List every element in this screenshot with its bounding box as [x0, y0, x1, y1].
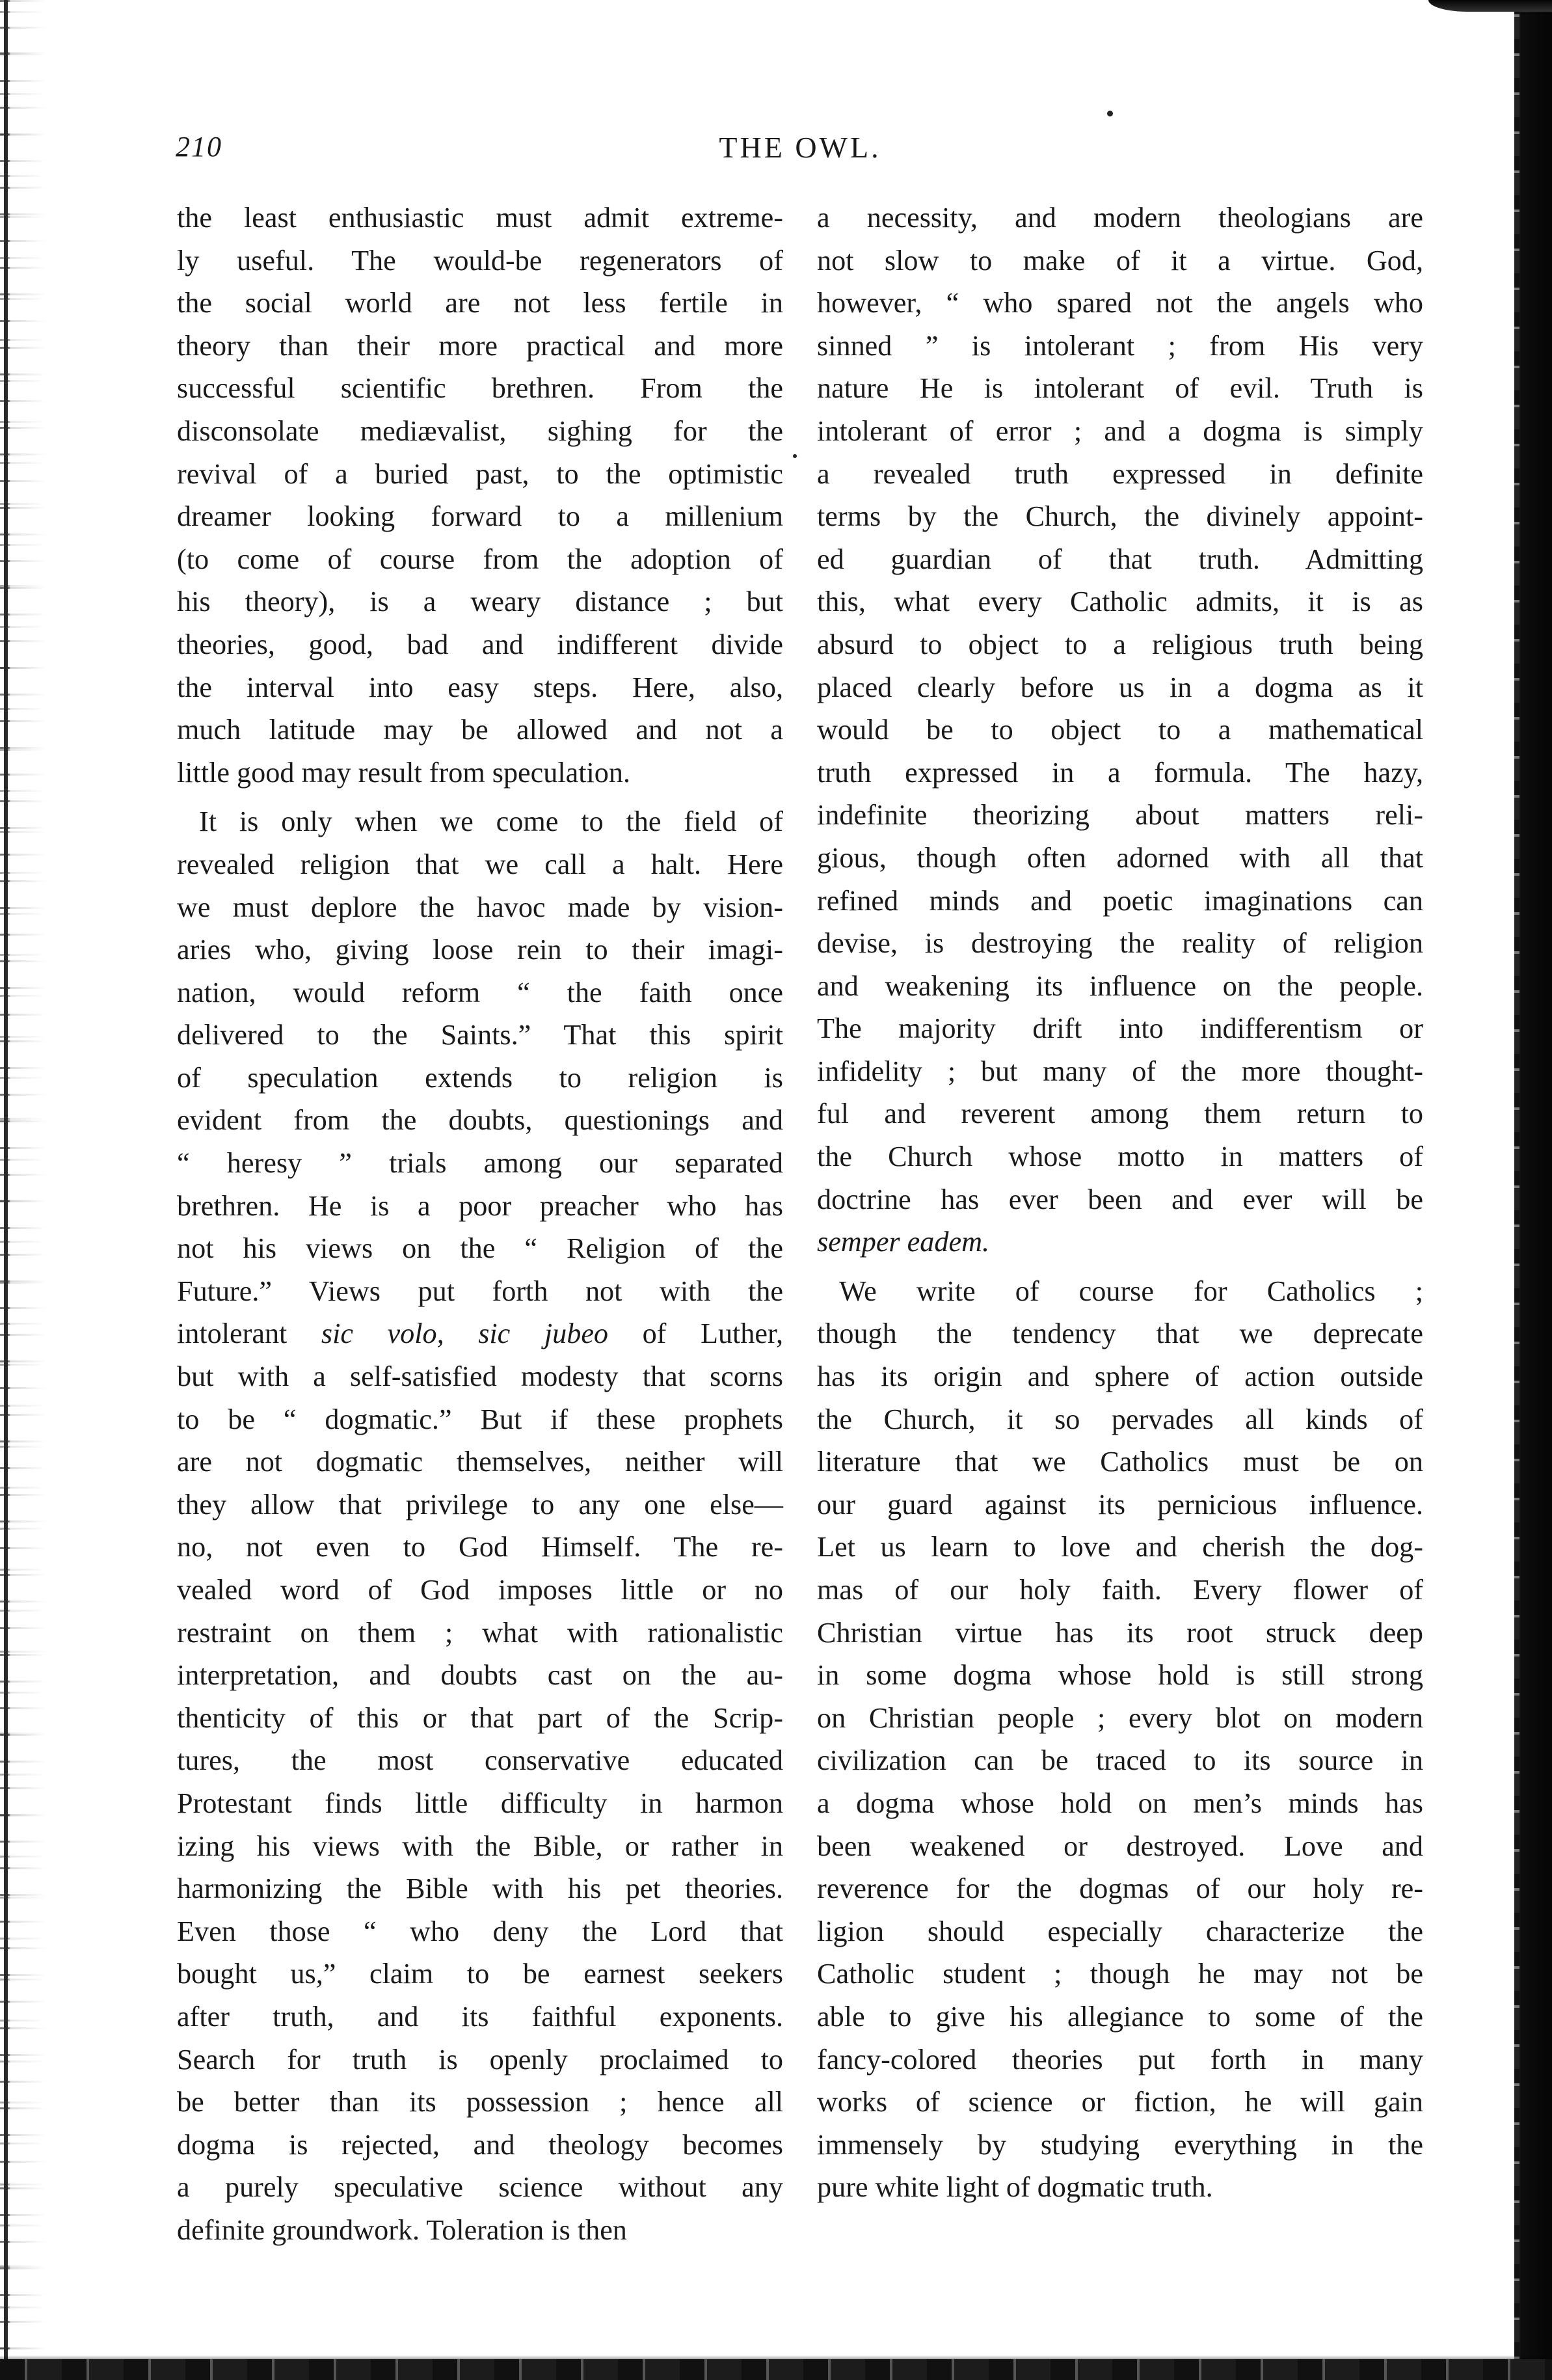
text-line: has its origin and sphere of action outside	[817, 1360, 1423, 1393]
text-line: much latitude may be allowed and not a	[177, 714, 783, 746]
text-line: however, “ who spared not the angels who	[817, 287, 1423, 319]
text-line: of speculation extends to religion is	[177, 1061, 783, 1094]
text-line: immensely by studying everything in the	[817, 2128, 1423, 2161]
text-line: to be “ dogmatic.” But if these prophets	[177, 1403, 783, 1435]
text-line: delivered to the Saints.” That this spirit	[177, 1019, 783, 1051]
text-line: revealed religion that we call a halt. Here	[177, 848, 783, 880]
text-run: intolerant	[177, 1318, 321, 1350]
text-line: nature He is intolerant of evil. Truth is	[817, 372, 1423, 405]
right-text-column	[817, 196, 1423, 2209]
text-line: would be to object to a mathematical	[817, 714, 1423, 746]
bottom-scan-edge	[0, 2359, 1552, 2380]
text-line: this, what every Catholic admits, it is as	[817, 586, 1423, 618]
text-line: ly useful. The would-be regenerators of	[177, 244, 783, 277]
text-line: mas of our holy faith. Every flower of	[817, 1574, 1423, 1606]
paragraph	[177, 196, 783, 794]
text-line: doctrine has ever been and ever will be	[817, 1183, 1423, 1215]
text-line: terms by the Church, the divinely appoint-	[817, 500, 1423, 533]
text-line: It is only when we come to the field of	[199, 805, 783, 838]
text-line: not slow to make of it a virtue. God,	[817, 244, 1423, 277]
text-line: indefinite theorizing about matters reli-	[817, 799, 1423, 832]
text-line: thenticity of this or that part of the Scrip-	[177, 1701, 783, 1734]
text-line: ful and reverent among them return to	[817, 1098, 1423, 1130]
text-line: intolerant of error ; and a dogma is simply	[817, 414, 1423, 447]
text-line: after truth, and its faithful exponents.	[177, 2000, 783, 2033]
text-line: able to give his allegiance to some of the	[817, 2000, 1423, 2033]
text-line: We write of course for Catholics ;	[839, 1275, 1423, 1307]
text-line: absurd to object to a religious truth being	[817, 628, 1423, 660]
paragraph-gap	[817, 1264, 1423, 1270]
text-line: not his views on the “ Religion of the	[177, 1232, 783, 1265]
text-line: bought us,” claim to be earnest seekers	[177, 1958, 783, 1990]
text-line: ligion should especially characterize the	[817, 1915, 1423, 1947]
text-line: truth expressed in a formula. The hazy,	[817, 756, 1423, 789]
text-line: gious, though often adorned with all that	[817, 841, 1423, 874]
text-line: works of science or fiction, he will gain	[817, 2086, 1423, 2118]
text-line: refined minds and poetic imaginations can	[817, 884, 1423, 917]
text-line: on Christian people ; every blot on modern	[817, 1701, 1423, 1734]
right-binding-highlight	[1514, 0, 1519, 2380]
text-line: vealed word of God imposes little or no	[177, 1574, 783, 1606]
text-line: interpretation, and doubts cast on the au-	[177, 1659, 783, 1692]
text-line: ed guardian of that truth. Admitting	[817, 543, 1423, 575]
page-number: 210	[176, 131, 222, 163]
text-line: are not dogmatic themselves, neither will	[177, 1446, 783, 1478]
text-line: devise, is destroying the reality of religion	[817, 927, 1423, 960]
text-line: and weakening its influence on the people.	[817, 969, 1423, 1002]
text-line: the least enthusiastic must admit extreme-	[177, 202, 783, 234]
text-line: theory than their more practical and more	[177, 329, 783, 362]
text-line: the Church whose motto in matters of	[817, 1141, 1423, 1173]
text-line: Catholic student ; though he may not be	[817, 1958, 1423, 1990]
text-line: no, not even to God Himself. The re-	[177, 1531, 783, 1563]
text-line: the interval into easy steps. Here, also,	[177, 671, 783, 703]
text-line: Even those “ who deny the Lord that	[177, 1915, 783, 1947]
text-line: Future.” Views put forth not with the	[177, 1275, 783, 1307]
journal-title: THE OWL.	[719, 131, 881, 164]
text-line: sinned ” is intolerant ; from His very	[817, 329, 1423, 362]
text-line: the social world are not less fertile in	[177, 287, 783, 319]
text-line: literature that we Catholics must be on	[817, 1446, 1423, 1478]
text-line: but with a self-satisfied modesty that scorns	[177, 1360, 783, 1393]
text-line: harmonizing the Bible with his pet theories.	[177, 1873, 783, 1905]
text-line: in some dogma whose hold is still strong	[817, 1659, 1423, 1692]
text-line: dreamer looking forward to a millenium	[177, 500, 783, 533]
text-line: a revealed truth expressed in definite	[817, 457, 1423, 490]
text-line: tures, the most conservative educated	[177, 1744, 783, 1777]
text-line: evident from the doubts, questionings and	[177, 1104, 783, 1137]
text-line: infidelity ; but many of the more thought-	[817, 1055, 1423, 1087]
text-line: Protestant finds little difficulty in harmon	[177, 1787, 783, 1819]
text-line: be better than its possession ; hence all	[177, 2086, 783, 2118]
left-scan-rule	[4, 0, 8, 2380]
text-line: a necessity, and modern theologians are	[817, 202, 1423, 234]
text-line: a purely speculative science without any	[177, 2171, 783, 2204]
text-line: fancy-colored theories put forth in many	[817, 2043, 1423, 2076]
text-line: his theory), is a weary distance ; but	[177, 586, 783, 618]
text-line: Search for truth is openly proclaimed to	[177, 2043, 783, 2076]
text-line: pure white light of dogmatic truth.	[817, 2171, 1213, 2204]
text-line: theories, good, bad and indifferent divide	[177, 628, 783, 660]
text-line: been weakened or destroyed. Love and	[817, 1830, 1423, 1862]
text-line: reverence for the dogmas of our holy re-	[817, 1873, 1423, 1905]
text-line: little good may result from speculation.	[177, 756, 631, 789]
right-binding-edge	[1514, 0, 1552, 2380]
text-line: restraint on them ; what with rationalistic	[177, 1616, 783, 1649]
text-line: Christian virtue has its root struck deep	[817, 1616, 1423, 1649]
top-right-page-curl	[1428, 0, 1552, 12]
text-line: a dogma whose hold on men’s minds has	[817, 1787, 1423, 1819]
text-line: Let us learn to love and cherish the dog-	[817, 1531, 1423, 1563]
paragraph	[817, 196, 1423, 1264]
stray-ink-dot	[793, 454, 797, 458]
text-line: (to come of course from the adoption of	[177, 543, 783, 575]
text-line: izing his views with the Bible, or rather in	[177, 1830, 783, 1862]
stray-ink-dot	[1107, 111, 1113, 116]
text-line: we must deplore the havoc made by vision-	[177, 891, 783, 923]
paragraph	[817, 1270, 1423, 2209]
text-line: aries who, giving loose rein to their imagi-	[177, 934, 783, 966]
text-line: successful scientific brethren. From the	[177, 372, 783, 405]
text-line	[177, 1312, 783, 1355]
text-line: though the tendency that we deprecate	[817, 1318, 1423, 1350]
italic-phrase: semper eadem.	[817, 1226, 990, 1258]
running-head	[176, 130, 1425, 176]
text-line: disconsolate mediævalist, sighing for the	[177, 414, 783, 447]
text-line: they allow that privilege to any one else—	[177, 1488, 783, 1521]
paragraph	[177, 800, 783, 2251]
text-line: placed clearly before us in a dogma as it	[817, 671, 1423, 703]
text-line: revival of a buried past, to the optimistic	[177, 457, 783, 490]
text-line: the Church, it so pervades all kinds of	[817, 1403, 1423, 1435]
text-run: of Luther,	[608, 1318, 784, 1350]
paragraph-gap	[177, 794, 783, 800]
text-line	[817, 1221, 1423, 1264]
text-line: civilization can be traced to its source in	[817, 1744, 1423, 1777]
text-line: our guard against its pernicious influence.	[817, 1488, 1423, 1521]
text-line: definite groundwork. Toleration is then	[177, 2213, 627, 2246]
italic-phrase: sic volo, sic jubeo	[321, 1318, 609, 1350]
left-text-column	[177, 196, 783, 2252]
text-line: The majority drift into indifferentism or	[817, 1012, 1423, 1045]
text-line: “ heresy ” trials among our separated	[177, 1147, 783, 1180]
text-line: dogma is rejected, and theology becomes	[177, 2128, 783, 2161]
text-line: brethren. He is a poor preacher who has	[177, 1189, 783, 1222]
text-line: nation, would reform “ the faith once	[177, 976, 783, 1008]
